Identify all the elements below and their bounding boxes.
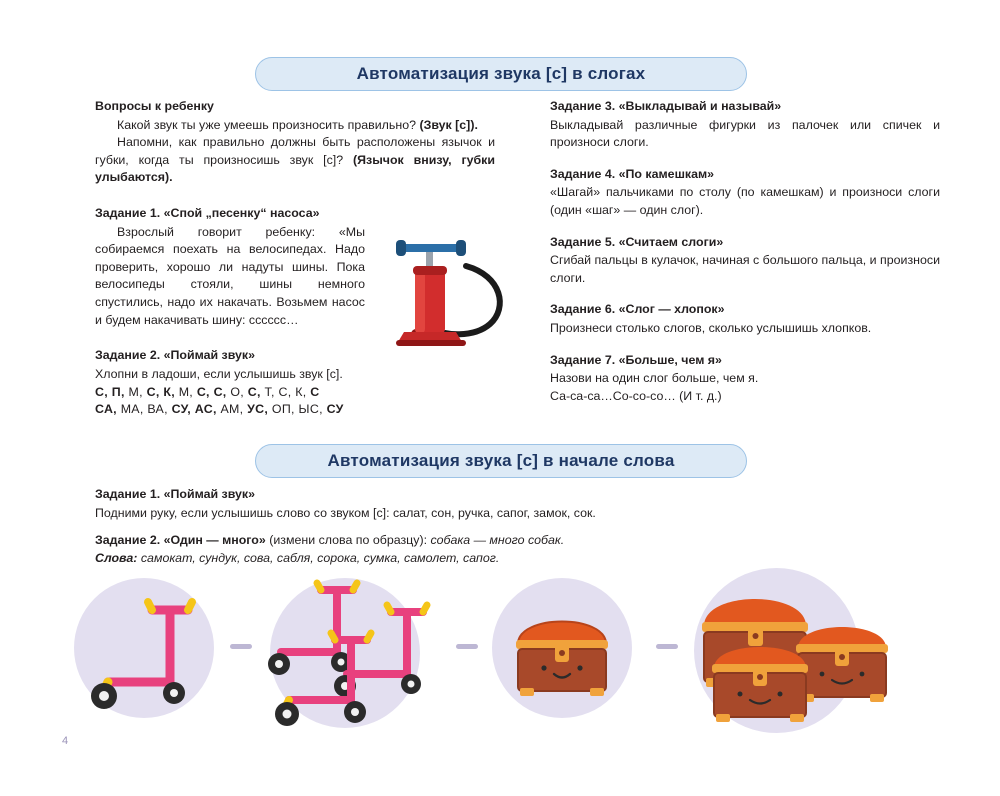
task-2-heading: Задание 2. «Поймай звук» (95, 348, 256, 363)
lower-task-1-heading: Задание 1. «Поймай звук» (95, 487, 256, 501)
question-2-answer: (Язычок внизу, губки улыбаются). (95, 152, 495, 185)
task-4-heading: Задание 4. «По камешкам» (550, 166, 715, 181)
lower-task-2-note: (измени слова по образцу): (269, 532, 428, 547)
syllable-token: АС, (194, 402, 217, 417)
syllable-token: П, (111, 384, 125, 399)
section-title: Автоматизация звука [с] в слогах (356, 64, 646, 83)
section-banner-word-start (255, 444, 747, 478)
syllable-row-2 (95, 401, 495, 419)
syllable-token: ОП, (271, 402, 295, 417)
syllable-token: СУ, (171, 402, 192, 417)
task-4-text: «Шагай» пальчиками по столу (по камешкам) и произноси слоги (один «шаг» — один слог). (550, 185, 940, 218)
task-5-text: Сгибай пальцы в кулачок, начиная с большого пальца, и произноси слоги. (550, 253, 940, 285)
syllable-token: К, (295, 384, 307, 399)
syllable-token: ЫС, (298, 402, 323, 417)
syllable-row-1 (95, 384, 495, 402)
task-1-text: Взрослый говорит ребенку: «Мы собираемся поехать на велосипедах. Надо проверить, хорошо ли надуты шины. Пока велосипеды стояли, шины немного спустились, надо их накачать. Возьмем насос и будем накачивать шину: сссссс… (95, 224, 365, 327)
question-1 (95, 117, 495, 135)
scooters-many-icon (255, 566, 455, 741)
lower-task-2-line (95, 532, 940, 550)
lower-task-2-example: собака — много собак. (430, 532, 565, 547)
chests-many-icon (680, 564, 910, 744)
task-5-heading: Задание 5. «Считаем слоги» (550, 234, 724, 249)
task-7-heading: Задание 7. «Больше, чем я» (550, 352, 722, 367)
question-1-text: Какой звук ты уже умеешь произносить правильно? (117, 117, 416, 132)
section-title-2: Автоматизация звука [с] в начале слова (327, 451, 675, 470)
questions-heading: Вопросы к ребенку (95, 99, 214, 113)
lower-task-1-text: Подними руку, если услышишь слово со звуком [с]: салат, сон, ручка, сапог, замок, сок. (95, 505, 596, 520)
syllable-token: СА, (95, 402, 117, 417)
syllable-token: М, (128, 384, 143, 399)
task-2-text: Хлопни в ладоши, если услышишь звук [с]. (95, 366, 343, 381)
scooter-single-icon (74, 578, 214, 718)
syllable-token: МА, (120, 402, 144, 417)
question-2 (95, 134, 495, 187)
syllable-token: С, (278, 384, 292, 399)
task-6-heading: Задание 6. «Слог — хлопок» (550, 302, 725, 317)
syllable-token: УС, (247, 402, 269, 417)
syllable-token: АМ, (220, 402, 244, 417)
task-6-text: Произнеси столько слогов, сколько услышишь хлопков. (550, 321, 872, 336)
task-3-text: Выкладывай различные фигурки из палочек или спичек и произноси слоги. (550, 117, 940, 150)
task-7-example: Са-са-са…Со-со-со… (И т. д.) (550, 388, 722, 403)
separator-dash-1 (230, 644, 252, 649)
lower-task-2-words: самокат, сундук, сова, сабля, сорока, сумка, самолет, сапог. (140, 550, 500, 565)
syllable-token: Т, (264, 384, 275, 399)
right-text-column (550, 98, 940, 406)
syllable-token: О, (230, 384, 244, 399)
task-1-heading: Задание 1. «Спой „песенку“ насоса» (95, 206, 320, 221)
task-7-text: Назови на один слог больше, чем я. (550, 371, 759, 386)
air-pump-illustration (370, 196, 520, 356)
illustration-row (60, 556, 960, 746)
syllable-token: С (310, 384, 320, 399)
syllable-token: С, (196, 384, 210, 399)
syllable-token: С, (213, 384, 227, 399)
page-number: 4 (62, 735, 69, 747)
syllable-token: М, (178, 384, 194, 399)
question-1-answer: (Звук [с]). (419, 117, 478, 132)
separator-dash-2 (456, 644, 478, 649)
chest-single-icon (492, 578, 632, 718)
task-3-heading: Задание 3. «Выкладывай и называй» (550, 99, 782, 113)
syllable-token: ВА, (147, 402, 168, 417)
syllable-token: К, (163, 384, 175, 399)
section-banner-syllables (255, 57, 747, 91)
separator-dash-3 (656, 644, 678, 649)
lower-task-2-heading: Задание 2. «Один — много» (95, 532, 266, 547)
syllable-token: С, (95, 384, 108, 399)
lower-task-2-words-label: Слова: (95, 550, 138, 565)
syllable-token: СУ (326, 402, 344, 417)
question-2-text: Напомни, как правильно должны быть расположены язычок и губки, когда ты произносишь звук [с]? (95, 135, 495, 167)
syllable-token: С, (146, 384, 160, 399)
syllable-token: С, (247, 384, 261, 399)
